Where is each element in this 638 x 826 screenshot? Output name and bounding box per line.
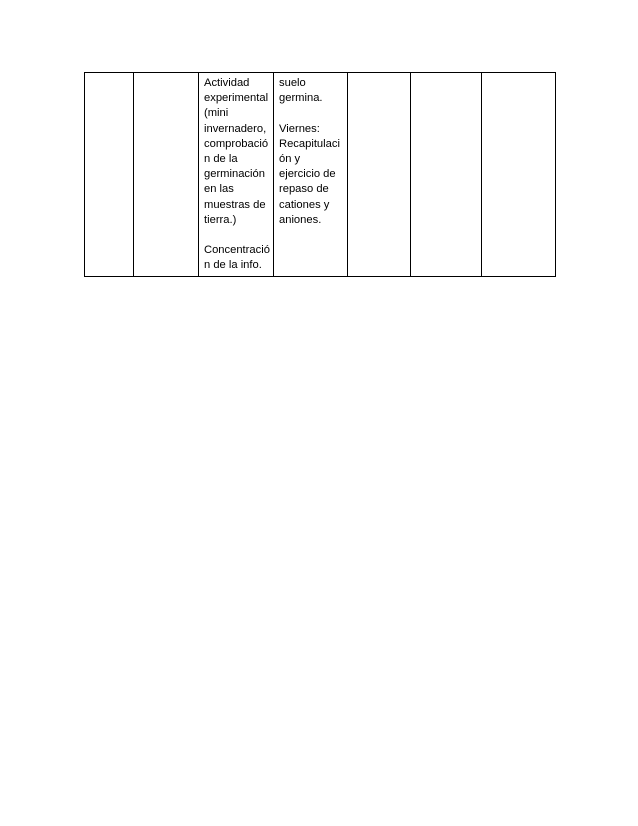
- cell-text-line: repaso de: [279, 183, 329, 196]
- cell-text-line: germina.: [279, 92, 323, 105]
- cell-text-line: comprobació: [204, 137, 269, 150]
- cell-text-line: experimental: [204, 92, 269, 105]
- cell-text-line: Actividad: [204, 77, 250, 89]
- cell-text-line: Viernes:: [279, 122, 320, 135]
- table-cell-schedule: [274, 73, 348, 277]
- cell-text-line: germinación: [204, 168, 265, 181]
- cell-text-line: ón y: [279, 153, 301, 165]
- cell-text-line: (mini: [204, 107, 229, 120]
- cell-text-line: n de la info.: [204, 259, 262, 272]
- table-cell-2: [134, 73, 199, 277]
- paragraph-gap: [279, 106, 343, 121]
- table-row: [85, 73, 556, 277]
- cell-text-line: Recapitulaci: [279, 137, 340, 150]
- cell-text-line: ejercicio de: [279, 168, 336, 181]
- table-cell-6: [411, 73, 482, 277]
- cell-text-line: n de la: [204, 153, 238, 166]
- table-cell-5: [348, 73, 411, 277]
- cell-text-line: muestras de: [204, 198, 266, 211]
- table-cell-7: [482, 73, 556, 277]
- cell-text-line: invernadero,: [204, 122, 267, 135]
- table-cell-activity: [199, 73, 274, 277]
- cell-text-line: Concentració: [204, 244, 270, 257]
- cell-text-line: cationes y: [279, 198, 330, 211]
- cell-text-line: aniones.: [279, 213, 322, 226]
- paragraph-gap: [204, 228, 269, 243]
- table-cell-1: [85, 73, 134, 277]
- cell-text-line: suelo: [279, 77, 306, 89]
- cell-text-line: en las: [204, 183, 234, 196]
- cell-text-line: tierra.): [204, 213, 237, 226]
- lesson-plan-table: [84, 72, 556, 277]
